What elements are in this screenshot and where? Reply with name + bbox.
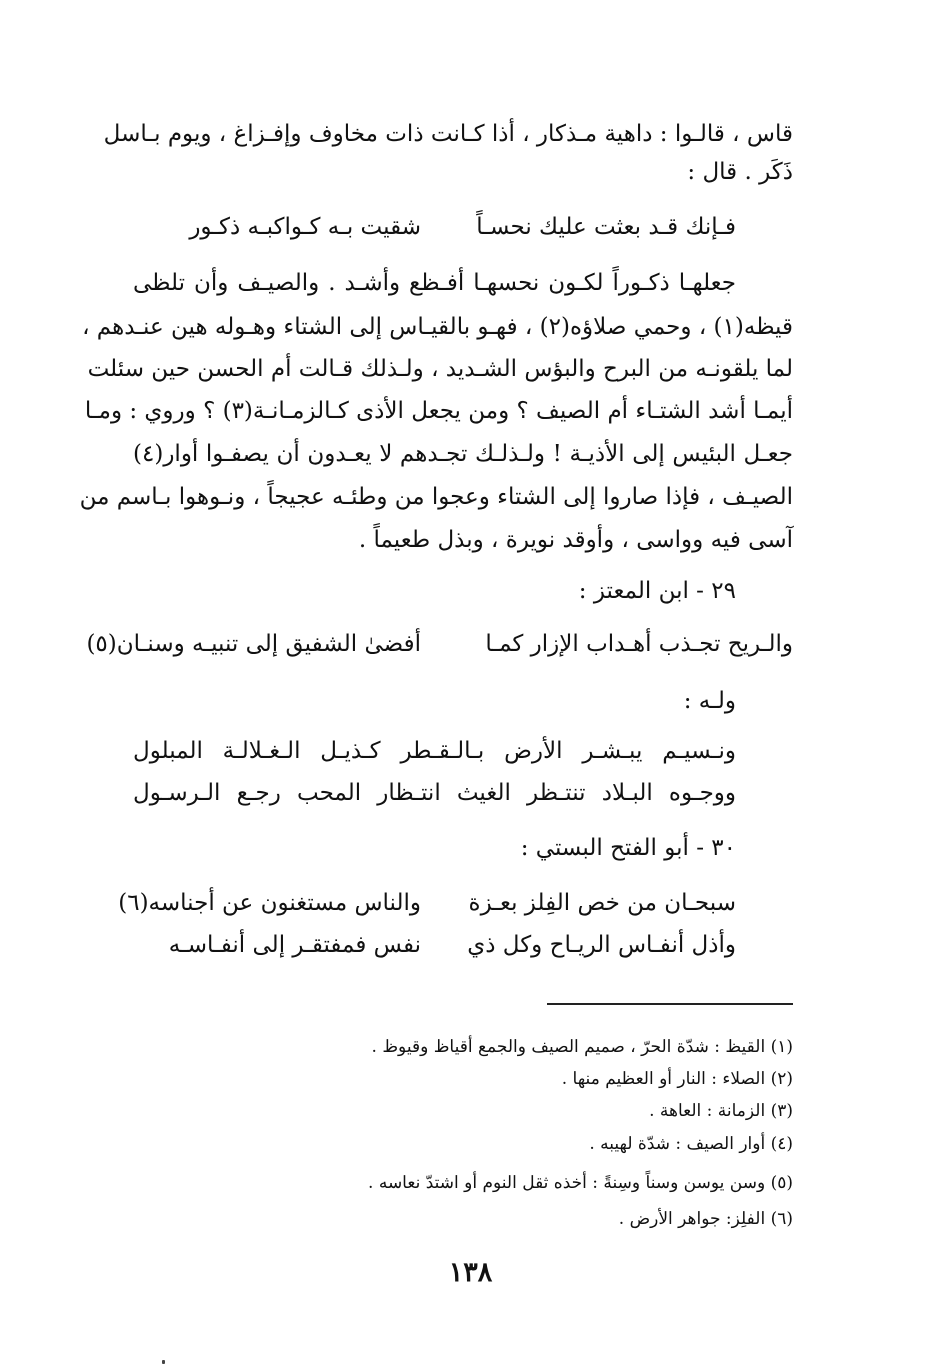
body-line: آسى فيه وواسى ، وأوقد نويرة ، وبذل طعيماً .: [358, 527, 793, 553]
body-line: قيظه(١) ، وحمي صلاؤه(٢) ، فهـو بالقيـاس إلى الشتاء وهـوله هين عنـدهم ،: [82, 314, 793, 340]
verse: [118, 886, 736, 920]
verse-second-hemistich: نفس فمفتقـر إلى أنفـاسـه: [168, 932, 421, 958]
verse: [151, 210, 736, 244]
verse: [86, 627, 793, 661]
verse-first-hemistich: وأذل أنفـاس الريـاح وكل ذي: [467, 932, 736, 958]
verse-first-hemistich: فـإنك قـد بعثت عليك نحسـاً: [476, 214, 736, 240]
verse-first-hemistich: والـريح تجـذب أهـداب الإزار كمـا: [485, 631, 793, 657]
verse-second-hemistich: والناس مستغنون عن أجناسه(٦): [118, 890, 421, 916]
verse-second-hemistich: شقيت بـه كـواكبـه ذكـور: [189, 214, 421, 240]
body-line: ذَكَر . قال :: [687, 159, 793, 185]
body-line: الصيـف ، فإذا صاروا إلى الشتاء وعجوا من وطئـه عجيجاً ، ونـوهوا بـاسم من: [79, 484, 793, 510]
verse-line: ووجـوه البـلاد تنتـظر الغيث انتـظار المحب رجـع الـرسـول: [133, 780, 736, 806]
body-line: جعـل البئيس إلى الأذيـة ! ولـذلـك تجـدهم لا يعـدون أن يصفـوا أوار(٤): [133, 441, 793, 467]
footnote: (٥) وسن يوسن وسناً وسِنةً : أخذه ثقل النوم أو اشتدّ نعاسه .: [368, 1173, 793, 1193]
footnote: (٦) الفلِز: جواهر الأرض .: [618, 1209, 793, 1229]
verse-first-hemistich: سبحـان من خص الفِلز بعـزة: [468, 890, 736, 916]
scan-speck: [162, 1360, 165, 1364]
section-heading: ٣٠ - أبو الفتح البستي :: [520, 835, 736, 861]
body-line: جعلهـا ذكـوراً لكـون نحسهـا أفـظع وأشـد . والصيـف وأن تلظى: [133, 270, 736, 296]
body-line: لما يلقونـه من البرح والبؤس الشـديد ، ولـذلك قـالت أم الحسن حين سئلت: [87, 356, 793, 382]
verse-second-hemistich: أفضىٰ الشفيق إلى تنبيـه وسنـان(٥): [86, 631, 421, 657]
section-heading: ٢٩ - ابن المعتز :: [578, 578, 736, 604]
footnote-separator: [547, 1003, 793, 1005]
footnote: (٢) الصلاء : النار أو العظيم منها .: [561, 1069, 793, 1089]
page-number: ١٣٨: [448, 1257, 493, 1288]
verse-line: ونـسيـم يبـشـر الأرض بـالـقـطر كـذيـل الـغـلالـة المبلول: [133, 738, 736, 764]
verse-intro: ولـه :: [683, 688, 736, 714]
footnote: (٣) الزمانة : العاهة .: [649, 1101, 793, 1121]
verse: [151, 928, 736, 962]
footnote: (١) القيظ : شدّة الحرّ ، صميم الصيف والجمع أقياظ وقيوظ .: [371, 1037, 793, 1057]
body-line: أيمـا أشد الشتـاء أم الصيف ؟ ومن يجعل الأذى كـالزمـانـة(٣) ؟ وروي : ومـا: [84, 398, 793, 424]
footnote: (٤) أوار الصيف : شدّة لهيبه .: [589, 1134, 793, 1154]
body-line: قاس ، قالـوا : داهية مـذكار ، أذا كـانت ذات مخاوف وإفـزاغ ، ويوم بـاسل: [103, 121, 793, 147]
